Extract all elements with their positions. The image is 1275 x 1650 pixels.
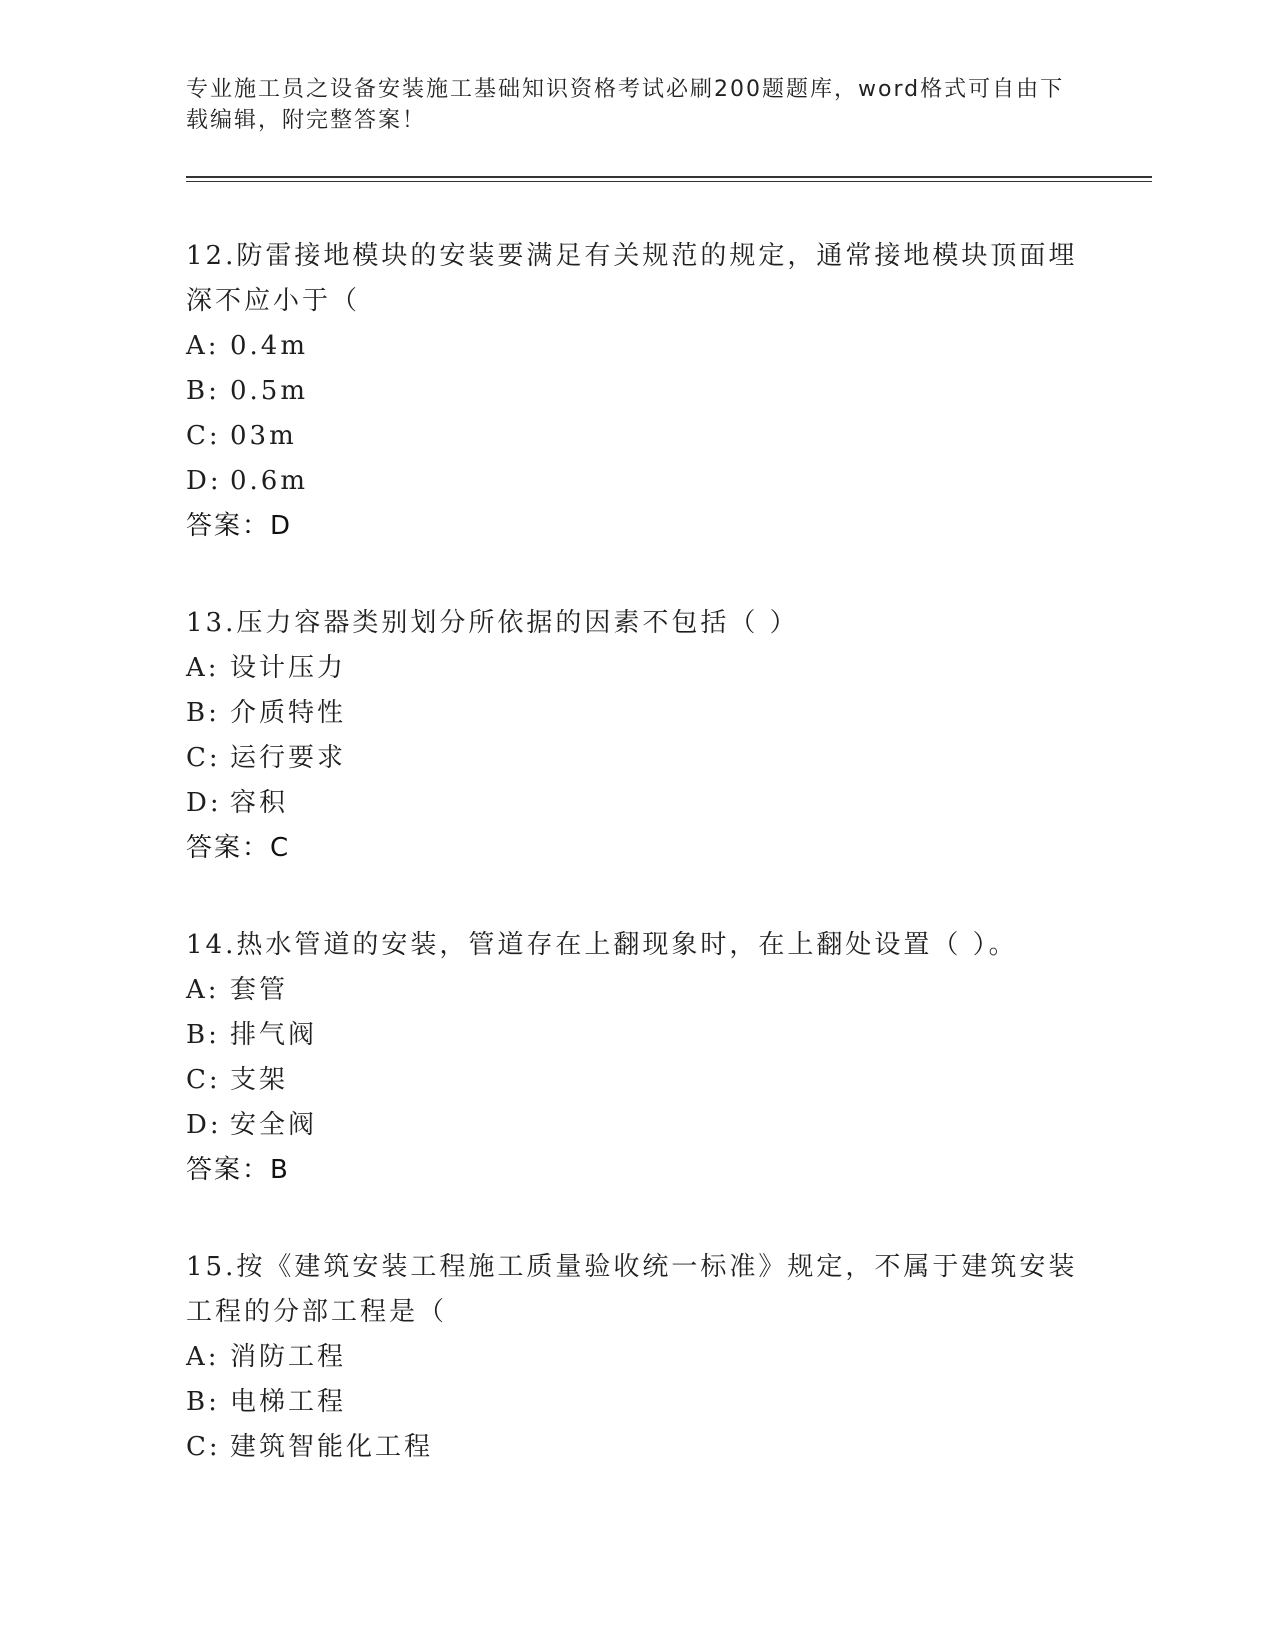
option-b: [186, 691, 1086, 736]
option-text: 03m: [230, 421, 297, 451]
option-c: [186, 1425, 1086, 1470]
answer-line: 答案：B: [186, 1155, 290, 1185]
option-letter: B:: [186, 1020, 220, 1050]
option-text: 容积: [230, 788, 289, 818]
option-letter: B:: [186, 1387, 220, 1417]
option-a: [186, 968, 1086, 1013]
header-divider-thick: [186, 176, 1152, 178]
option-c: [186, 1058, 1086, 1103]
option-text: 支架: [230, 1065, 289, 1095]
question-title: 15.按《建筑安装工程施工质量验收统一标准》规定，不属于建筑安装工程的分部工程是（: [186, 1252, 1078, 1327]
question-title: 13.压力容器类别划分所依据的因素不包括（ ）: [186, 608, 799, 638]
option-letter: D:: [186, 788, 222, 818]
option-letter: D:: [186, 1110, 222, 1140]
option-letter: C:: [186, 421, 221, 451]
option-text: 设计压力: [230, 653, 347, 683]
question-14: [186, 923, 1086, 1193]
option-d: [186, 459, 1086, 504]
option-a: [186, 324, 1086, 369]
option-a: [186, 1335, 1086, 1380]
option-text: 消防工程: [230, 1342, 347, 1372]
option-a: [186, 646, 1086, 691]
option-b: [186, 1380, 1086, 1425]
option-letter: A:: [186, 975, 220, 1005]
option-text: 排气阀: [230, 1020, 318, 1050]
option-c: [186, 736, 1086, 781]
option-c: [186, 414, 1086, 459]
option-text: 套管: [230, 975, 289, 1005]
option-text: 0.5m: [230, 376, 309, 406]
option-text: 建筑智能化工程: [230, 1432, 434, 1462]
option-text: 介质特性: [230, 698, 347, 728]
option-letter: B:: [186, 376, 220, 406]
option-letter: C:: [186, 1432, 221, 1462]
option-text: 0.6m: [230, 466, 309, 496]
option-b: [186, 369, 1086, 414]
question-13: [186, 601, 1086, 871]
question-title: 14.热水管道的安装，管道存在上翻现象时，在上翻处设置（ ）。: [186, 930, 1018, 960]
option-text: 安全阀: [230, 1110, 318, 1140]
document-header: 专业施工员之设备安装施工基础知识资格考试必刷200题题库，word格式可自由下载编辑，附完整答案！: [186, 77, 1065, 133]
option-d: [186, 781, 1086, 826]
option-letter: A:: [186, 653, 220, 683]
option-letter: A:: [186, 331, 220, 361]
answer-line: 答案：C: [186, 833, 291, 863]
option-letter: C:: [186, 1065, 221, 1095]
question-15: [186, 1245, 1086, 1470]
question-12: [186, 234, 1086, 549]
option-d: [186, 1103, 1086, 1148]
answer-line: 答案：D: [186, 511, 293, 541]
option-text: 0.4m: [230, 331, 309, 361]
option-text: 电梯工程: [230, 1387, 347, 1417]
option-text: 运行要求: [230, 743, 347, 773]
option-b: [186, 1013, 1086, 1058]
question-title: 12.防雷接地模块的安装要满足有关规范的规定，通常接地模块顶面埋深不应小于（: [186, 241, 1078, 316]
option-letter: C:: [186, 743, 221, 773]
option-letter: B:: [186, 698, 220, 728]
option-letter: D:: [186, 466, 222, 496]
header-divider-thin: [186, 181, 1152, 182]
option-letter: A:: [186, 1342, 220, 1372]
question-list: [186, 234, 1086, 1522]
